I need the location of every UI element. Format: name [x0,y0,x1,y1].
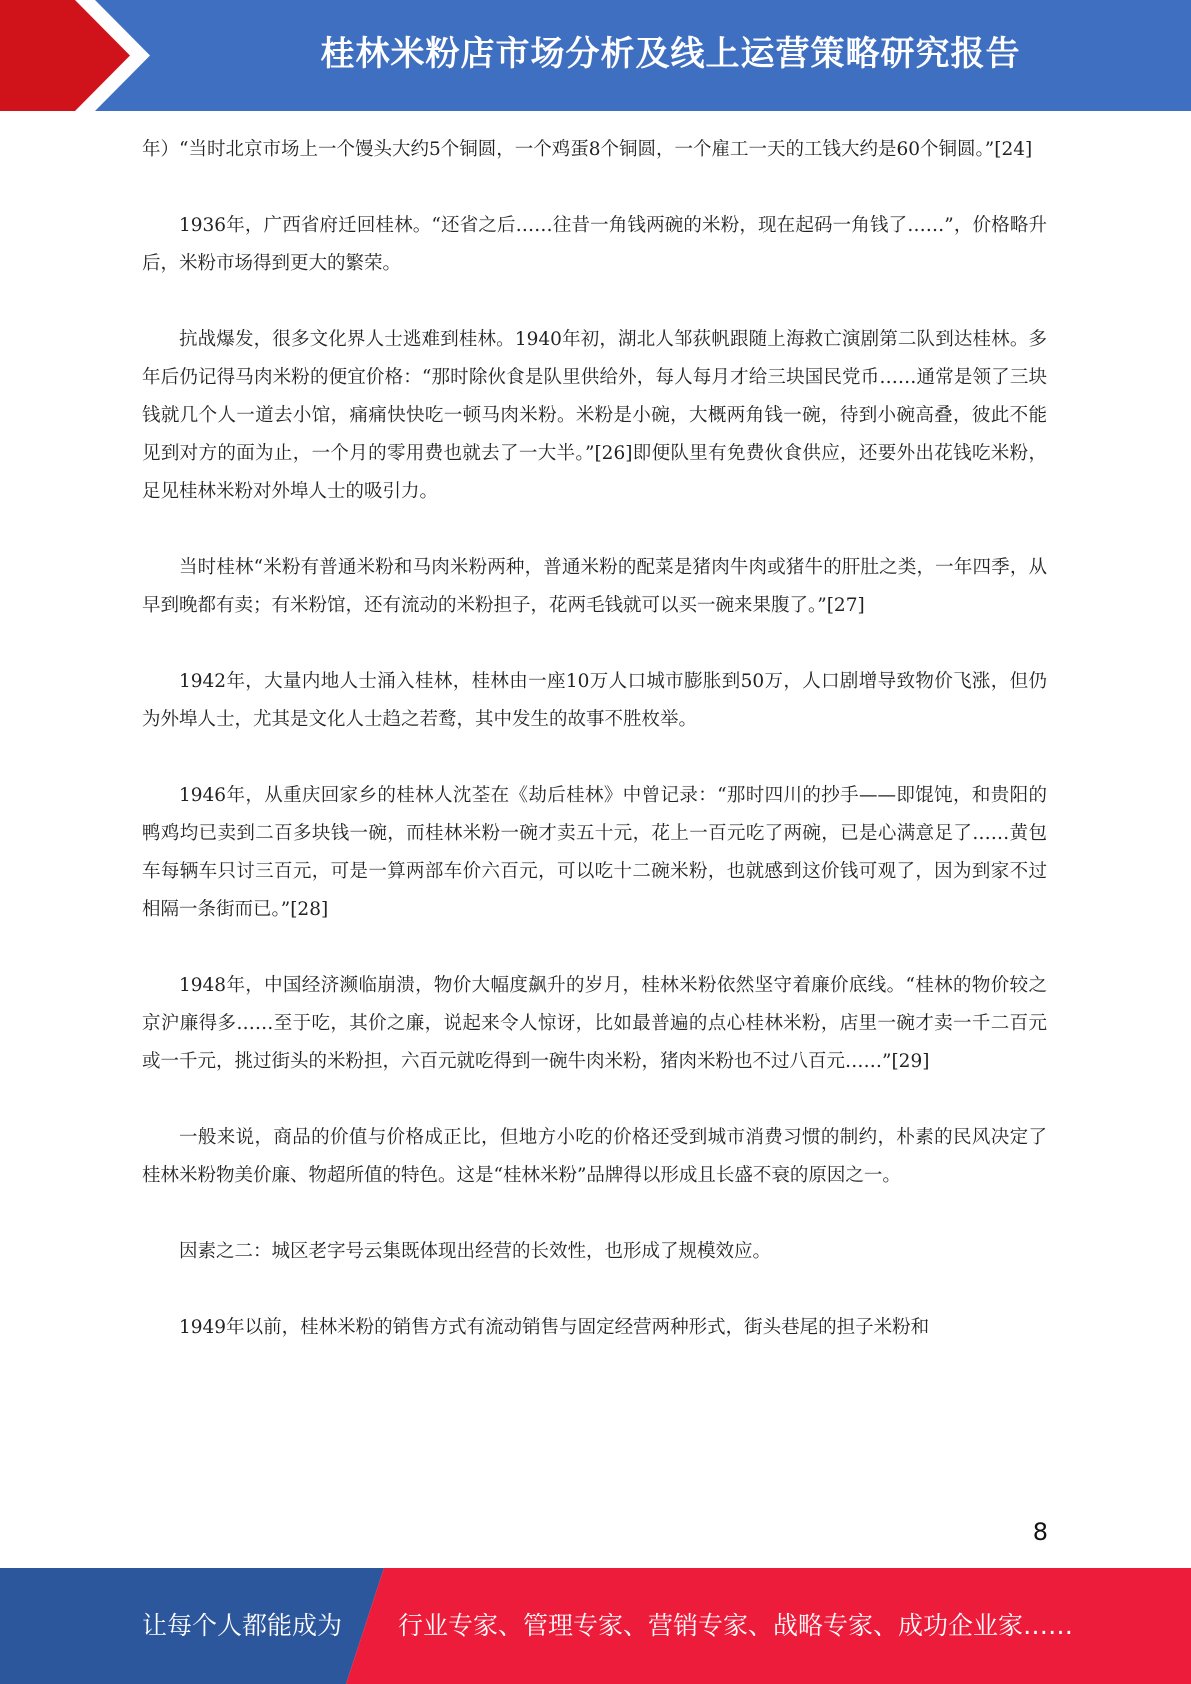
page-number: 8 [1032,1518,1048,1546]
paragraph: 1942年，大量内地人士涌入桂林，桂林由一座10万人口城市膨胀到50万，人口剧增导致物价飞涨，但仍为外埠人士，尤其是文化人士趋之若鹜，其中发生的故事不胜枚举。 [142,671,1047,730]
report-title: 桂林米粉店市场分析及线上运营策略研究报告 [320,34,1021,74]
red-chevron-icon [0,0,160,111]
paragraph: 1949年以前，桂林米粉的销售方式有流动销售与固定经营两种形式，街头巷尾的担子米粉和 [179,1317,930,1338]
paragraph: 当时桂林“米粉有普通米粉和马肉米粉两种，普通米粉的配菜是猪肉牛肉或猪牛的肝肚之类，一年四季，从早到晚都有卖；有米粉馆，还有流动的米粉担子，花两毛钱就可以买一碗来果腹了。”[27] [142,557,1047,616]
paragraph: 一般来说，商品的价值与价格成正比，但地方小吃的价格还受到城市消费习惯的制约，朴素的民风决定了桂林米粉物美价廉、物超所值的特色。这是“桂林米粉”品牌得以形成且长盛不衰的原因之一。 [142,1127,1047,1186]
body-text [142,131,1047,1385]
page-footer [0,1568,1191,1684]
paragraph: 抗战爆发，很多文化界人士逃难到桂林。1940年初，湖北人邹荻帆跟随上海救亡演剧第二队到达桂林。多年后仍记得马肉米粉的便宜价格：“那时除伙食是队里供给外，每人每月才给三块国民党币……通常是领了三块钱就几个人一道去小馆，痛痛快快吃一顿马肉米粉。米粉是小碗，大概两角钱一碗，待到小碗高叠，彼此不能见到对方的面为止，一个月的零用费也就去了一大半。”[26]即便队里有免费伙食供应，还要外出花钱吃米粉，足见桂林米粉对外埠人士的吸引力。 [142,329,1047,502]
paragraph: 年）“当时北京市场上一个馒头大约5个铜圆，一个鸡蛋8个铜圆，一个雇工一天的工钱大约是60个铜圆。”[24] [142,139,1033,160]
footer-slogan-right: 行业专家、管理专家、营销专家、战略专家、成功企业家…… [398,1611,1074,1640]
footer-slogan-left: 让每个人都能成为 [142,1611,343,1640]
paragraph: 1948年，中国经济濒临崩溃，物价大幅度飙升的岁月，桂林米粉依然坚守着廉价底线。“桂林的物价较之京沪廉得多……至于吃，其价之廉，说起来令人惊讶，比如最普遍的点心桂林米粉，店里一碗才卖一千二百元或一千元，挑过街头的米粉担，六百元就吃得到一碗牛肉米粉，猪肉米粉也不过八百元……”[29] [142,975,1047,1072]
paragraph: 1936年，广西省府迁回桂林。“还省之后……往昔一角钱两碗的米粉，现在起码一角钱了……”，价格略升后，米粉市场得到更大的繁荣。 [142,215,1047,274]
paragraph: 因素之二：城区老字号云集既体现出经营的长效性，也形成了规模效应。 [179,1241,772,1262]
page-header [0,0,1191,111]
paragraph: 1946年，从重庆回家乡的桂林人沈荃在《劫后桂林》中曾记录：“那时四川的抄手——即馄饨，和贵阳的鸭鸡均已卖到二百多块钱一碗，而桂林米粉一碗才卖五十元，花上一百元吃了两碗，已是心满意足了……黄包车每辆车只讨三百元，可是一算两部车价六百元，可以吃十二碗米粉，也就感到这价钱可观了，因为到家不过相隔一条街而已。”[28] [142,785,1047,920]
